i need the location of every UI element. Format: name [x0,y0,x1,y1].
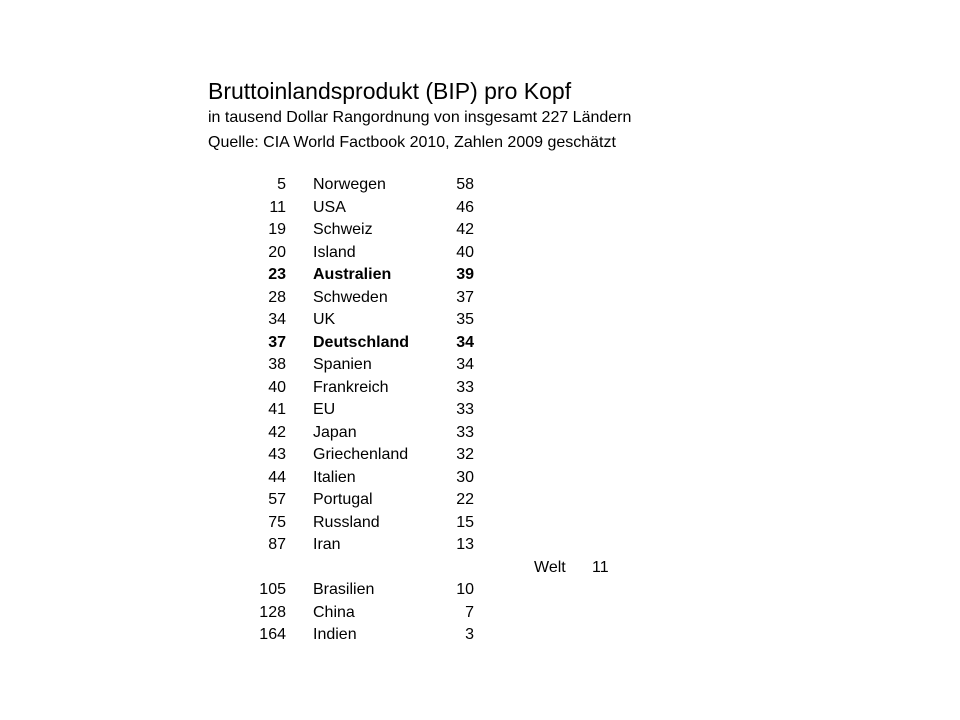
gdp-value-cell: 42 [456,221,474,238]
table-row [200,512,500,535]
table-row [200,174,500,197]
country-cell: Australien [313,266,392,283]
gdp-value-cell: 10 [456,581,474,598]
world-value: 11 [592,558,609,576]
table-row [200,197,500,220]
gdp-value-cell: 35 [456,311,474,328]
gdp-value-cell: 39 [456,266,474,283]
country-cell: Deutschland [313,333,410,351]
rank-cell: 57 [268,491,286,508]
country-cell: Indien [313,626,357,643]
country-cell: Griechenland [313,446,409,463]
gdp-value-cell: 30 [456,468,474,486]
gdp-value-cell: 40 [456,243,474,261]
country-cell: Brasilien [313,581,375,598]
table-row [200,242,500,265]
table-row [200,489,500,512]
rank-cell: 41 [268,401,286,418]
gdp-value-cell: 15 [456,513,474,531]
world-row [200,557,609,580]
rank-cell: 44 [268,468,286,486]
gdp-value-cell: 33 [456,378,474,396]
page-title: Bruttoinlandsprodukt (BIP) pro Kopf [208,78,572,104]
country-cell: Schweden [313,288,388,306]
country-cell: Russland [313,513,380,531]
country-cell: Island [313,243,356,261]
country-cell: EU [313,401,336,418]
rank-cell: 34 [268,311,286,328]
gdp-value-cell: 22 [456,491,474,508]
gdp-value-cell: 33 [456,423,474,441]
rank-cell: 87 [268,536,286,553]
source-note: Quelle: CIA World Factbook 2010, Zahlen 2009 geschätzt [208,134,616,151]
rank-cell: 37 [268,333,286,351]
table-row [200,602,500,625]
country-cell: Italien [313,468,356,486]
country-cell: China [313,603,355,621]
country-cell: USA [313,198,346,216]
gdp-value-cell: 13 [456,536,474,553]
gdp-value-cell: 33 [456,401,474,418]
rank-cell: 75 [268,513,286,531]
table-row [200,399,500,422]
country-cell: Norwegen [313,176,386,193]
table-row [200,287,500,310]
rank-cell: 20 [268,243,286,261]
country-cell: Frankreich [313,378,389,396]
gdp-value-cell: 46 [456,198,474,216]
rank-cell: 128 [259,603,286,621]
rank-cell: 40 [268,378,286,396]
gdp-value-cell: 7 [465,603,474,621]
rank-cell: 42 [268,423,286,441]
rank-cell: 19 [268,221,286,238]
gdp-value-cell: 34 [456,333,474,351]
rank-cell: 11 [269,198,286,216]
world-label: Welt [534,558,566,576]
rank-cell: 105 [259,581,286,598]
rank-cell: 23 [268,266,286,283]
table-row [200,309,500,332]
table-row [200,624,500,647]
country-cell: Spanien [313,356,372,373]
country-cell: Japan [313,423,357,441]
rank-cell: 38 [268,356,286,373]
country-cell: UK [313,311,336,328]
gdp-value-cell: 58 [456,176,474,193]
table-row [200,534,500,557]
country-cell: Iran [313,536,341,553]
table-row [200,579,500,602]
table-row [200,264,500,287]
table-rows-bottom [200,579,500,647]
rank-cell: 5 [277,176,286,193]
gdp-value-cell: 32 [456,446,474,463]
table-row [200,377,500,400]
gdp-value-cell: 3 [465,626,474,643]
table-row [200,354,500,377]
rank-cell: 43 [268,446,286,463]
country-cell: Portugal [313,491,373,508]
table-row [200,219,500,242]
table-row [200,332,500,355]
table-row [200,444,500,467]
table-row [200,422,500,445]
subtitle: in tausend Dollar Rangordnung von insgesamt 227 Ländern [208,109,632,126]
gdp-value-cell: 34 [456,356,474,373]
country-cell: Schweiz [313,221,373,238]
table-rows-top [200,174,500,557]
table-row [200,467,500,490]
gdp-value-cell: 37 [456,288,474,306]
gdp-table [200,174,609,647]
rank-cell: 28 [268,288,286,306]
rank-cell: 164 [259,626,286,643]
